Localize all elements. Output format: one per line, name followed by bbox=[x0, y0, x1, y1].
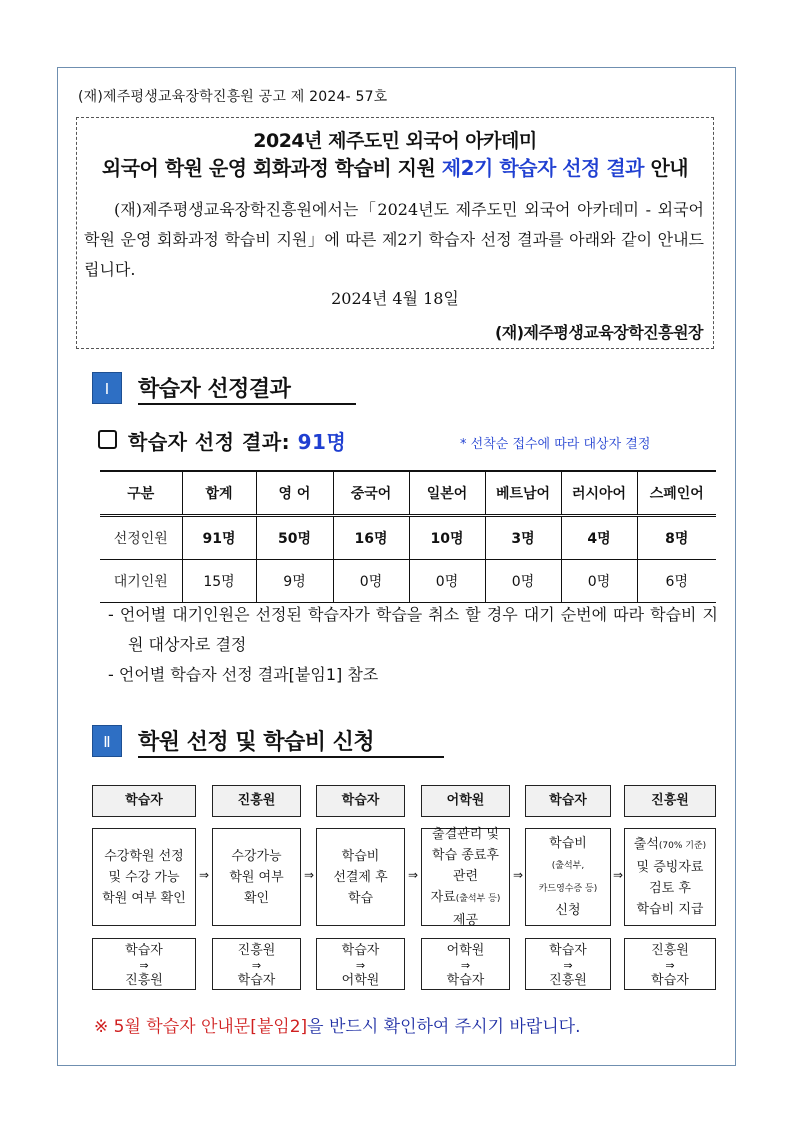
flow-direction bbox=[421, 938, 510, 990]
down-arrow-icon: ⇒ bbox=[460, 959, 471, 972]
flow-text: 확인 bbox=[243, 890, 270, 906]
table-header: 러시아어 bbox=[561, 471, 637, 516]
flow-text: 및 수강 가능 bbox=[108, 869, 180, 885]
flow-text-small: (70% 기준) bbox=[658, 841, 707, 851]
flow-text: 수강가능 bbox=[231, 848, 282, 864]
flow-arrow-icon: ⇒ bbox=[613, 868, 624, 882]
result-label: 학습자 선정 결과: bbox=[128, 430, 298, 454]
final-notice-navy: 을 반드시 확인하여 주시기 바랍니다. bbox=[307, 1017, 581, 1037]
flow-step-body bbox=[316, 828, 405, 926]
table-header: 일본어 bbox=[409, 471, 485, 516]
title-line-2-post: 안내 bbox=[643, 156, 689, 180]
result-note: * 선착순 접수에 따라 대상자 결정 bbox=[460, 437, 651, 452]
table-header: 스페인어 bbox=[637, 471, 716, 516]
table-header: 구분 bbox=[100, 471, 182, 516]
flow-text-small: (출석부 등) bbox=[455, 893, 501, 904]
flow-from: 학습자 bbox=[125, 943, 163, 958]
table-cell: 3명 bbox=[485, 516, 561, 560]
table-cell: 50명 bbox=[256, 516, 333, 560]
flow-text: 학습 종료후 bbox=[432, 847, 499, 863]
flow-step-head: 학습자 bbox=[525, 785, 611, 817]
flow-step-head: 학습자 bbox=[316, 785, 405, 817]
flow-text: 학습비 지급 bbox=[636, 902, 704, 917]
down-arrow-icon: ⇒ bbox=[251, 959, 262, 972]
reference-mark-icon: ※ bbox=[94, 1017, 109, 1037]
flow-to: 진흥원 bbox=[125, 973, 163, 988]
flow-text-small: 카드영수증 등) bbox=[538, 884, 598, 894]
flow-direction bbox=[316, 938, 405, 990]
table-cell: 0명 bbox=[561, 560, 637, 603]
flow-step-body bbox=[92, 828, 196, 926]
flow-to: 학습자 bbox=[237, 973, 276, 988]
section-2-title: 학원 선정 및 학습비 신청 bbox=[138, 730, 375, 755]
table-cell: 91명 bbox=[182, 516, 256, 560]
flow-text: 관련 bbox=[452, 868, 479, 884]
down-arrow-icon: ⇒ bbox=[355, 959, 366, 972]
final-notice bbox=[94, 1012, 581, 1037]
flow-text: 학습비 bbox=[341, 848, 380, 864]
table-cell: 6명 bbox=[637, 560, 716, 603]
section-1-underline bbox=[138, 403, 356, 405]
table-cell: 0명 bbox=[333, 560, 409, 603]
result-value: 91명 bbox=[297, 430, 347, 454]
flow-text: 학원 여부 확인 bbox=[102, 890, 186, 906]
flow-arrow-icon: ⇒ bbox=[304, 868, 315, 882]
flow-step-body bbox=[624, 828, 716, 926]
table-header-row bbox=[100, 471, 716, 516]
selection-table bbox=[100, 470, 716, 603]
flow-step-body bbox=[525, 828, 611, 926]
flow-text: 신청 bbox=[555, 903, 581, 918]
down-arrow-icon: ⇒ bbox=[139, 959, 149, 972]
table-cell: 대기인원 bbox=[100, 560, 182, 603]
flow-text: 학원 여부 bbox=[229, 869, 284, 885]
flow-step-body bbox=[421, 828, 510, 926]
section-1-badge: Ⅰ bbox=[92, 372, 122, 404]
flow-step-head: 학습자 bbox=[92, 785, 196, 817]
section-2-underline bbox=[138, 756, 444, 758]
table-cell: 4명 bbox=[561, 516, 637, 560]
flow-to: 진흥원 bbox=[549, 973, 587, 988]
signer: (재)제주평생교육장학진흥원장 bbox=[494, 323, 703, 342]
title-line-2-highlight: 제2기 학습자 선정 결과 bbox=[441, 156, 644, 180]
table-cell: 선정인원 bbox=[100, 516, 182, 560]
table-cell: 10명 bbox=[409, 516, 485, 560]
notice-number: (재)제주평생교육장학진흥원 공고 제 2024- 57호 bbox=[78, 89, 388, 105]
flow-to: 학습자 bbox=[446, 973, 485, 988]
flow-direction bbox=[92, 938, 196, 990]
flow-text: 학습 bbox=[347, 890, 374, 906]
flow-text: 검토 후 bbox=[649, 881, 691, 896]
bullet-item: - 언어별 학습자 선정 결과[붙임1] 참조 bbox=[108, 665, 379, 684]
flow-text: 및 증빙자료 bbox=[636, 860, 704, 875]
title-line-2-pre: 외국어 학원 운영 회화과정 학습비 지원 bbox=[101, 156, 442, 180]
table-cell: 15명 bbox=[182, 560, 256, 603]
flow-from: 어학원 bbox=[446, 943, 485, 958]
flow-text: 자료 bbox=[430, 889, 456, 905]
flow-arrow-icon: ⇒ bbox=[408, 868, 419, 882]
bullet-item: - 언어별 대기인원은 선정된 학습자가 학습을 취소 할 경우 대기 순번에 따라 학습비 지원 대상자로 결정 bbox=[108, 605, 718, 654]
table-cell: 16명 bbox=[333, 516, 409, 560]
section-2-badge: Ⅱ bbox=[92, 725, 122, 757]
bullet-list bbox=[108, 600, 718, 690]
table-header: 영 어 bbox=[256, 471, 333, 516]
flow-direction bbox=[525, 938, 611, 990]
flow-from: 진흥원 bbox=[651, 943, 689, 958]
flow-step-head: 어학원 bbox=[421, 785, 510, 817]
table-row bbox=[100, 560, 716, 603]
table-cell: 8명 bbox=[637, 516, 716, 560]
down-arrow-icon: ⇒ bbox=[665, 959, 675, 972]
final-notice-red: 5월 학습자 안내문[붙임2] bbox=[108, 1017, 308, 1037]
flow-direction bbox=[624, 938, 716, 990]
flow-direction bbox=[212, 938, 301, 990]
section-1-title: 학습자 선정결과 bbox=[138, 377, 291, 402]
flow-text: 출결관리 및 bbox=[432, 826, 499, 842]
flow-text: 수강학원 선정 bbox=[104, 848, 184, 864]
flow-step-body bbox=[212, 828, 301, 926]
flow-text-small: (출석부, bbox=[551, 861, 585, 871]
table-header: 합계 bbox=[182, 471, 256, 516]
notice-date: 2024년 4월 18일 bbox=[331, 289, 459, 308]
table-row bbox=[100, 516, 716, 560]
flow-from: 진흥원 bbox=[237, 943, 276, 958]
flow-step-head: 진흥원 bbox=[624, 785, 716, 817]
flow-text: 학습비 bbox=[549, 836, 587, 851]
intro-text: (재)제주평생교육장학진흥원에서는「2024년도 제주도민 외국어 아카데미 - 외국어 학원 운영 회화과정 학습비 지원」에 따른 제2기 학습자 선정 결과를 아래와 같이 안내드립니다. bbox=[84, 200, 704, 279]
flow-to: 어학원 bbox=[341, 973, 380, 988]
flow-step-head: 진흥원 bbox=[212, 785, 301, 817]
flow-to: 학습자 bbox=[651, 973, 689, 988]
flow-text: 제공 bbox=[452, 912, 479, 928]
flow-arrow-icon: ⇒ bbox=[513, 868, 524, 882]
title-line-1: 2024년 제주도민 외국어 아카데미 bbox=[253, 130, 537, 152]
flow-arrow-icon: ⇒ bbox=[199, 868, 210, 882]
table-header: 중국어 bbox=[333, 471, 409, 516]
table-cell: 9명 bbox=[256, 560, 333, 603]
intro-paragraph bbox=[84, 195, 704, 285]
table-header: 베트남어 bbox=[485, 471, 561, 516]
table-cell: 0명 bbox=[409, 560, 485, 603]
flow-text: 출석 bbox=[633, 837, 659, 852]
flow-from: 학습자 bbox=[341, 943, 380, 958]
checkbox-icon bbox=[98, 430, 117, 449]
result-heading bbox=[128, 426, 346, 455]
flow-from: 학습자 bbox=[549, 943, 587, 958]
title-line-2 bbox=[76, 152, 714, 181]
flow-text: 선결제 후 bbox=[333, 869, 388, 885]
table-cell: 0명 bbox=[485, 560, 561, 603]
down-arrow-icon: ⇒ bbox=[563, 959, 573, 972]
